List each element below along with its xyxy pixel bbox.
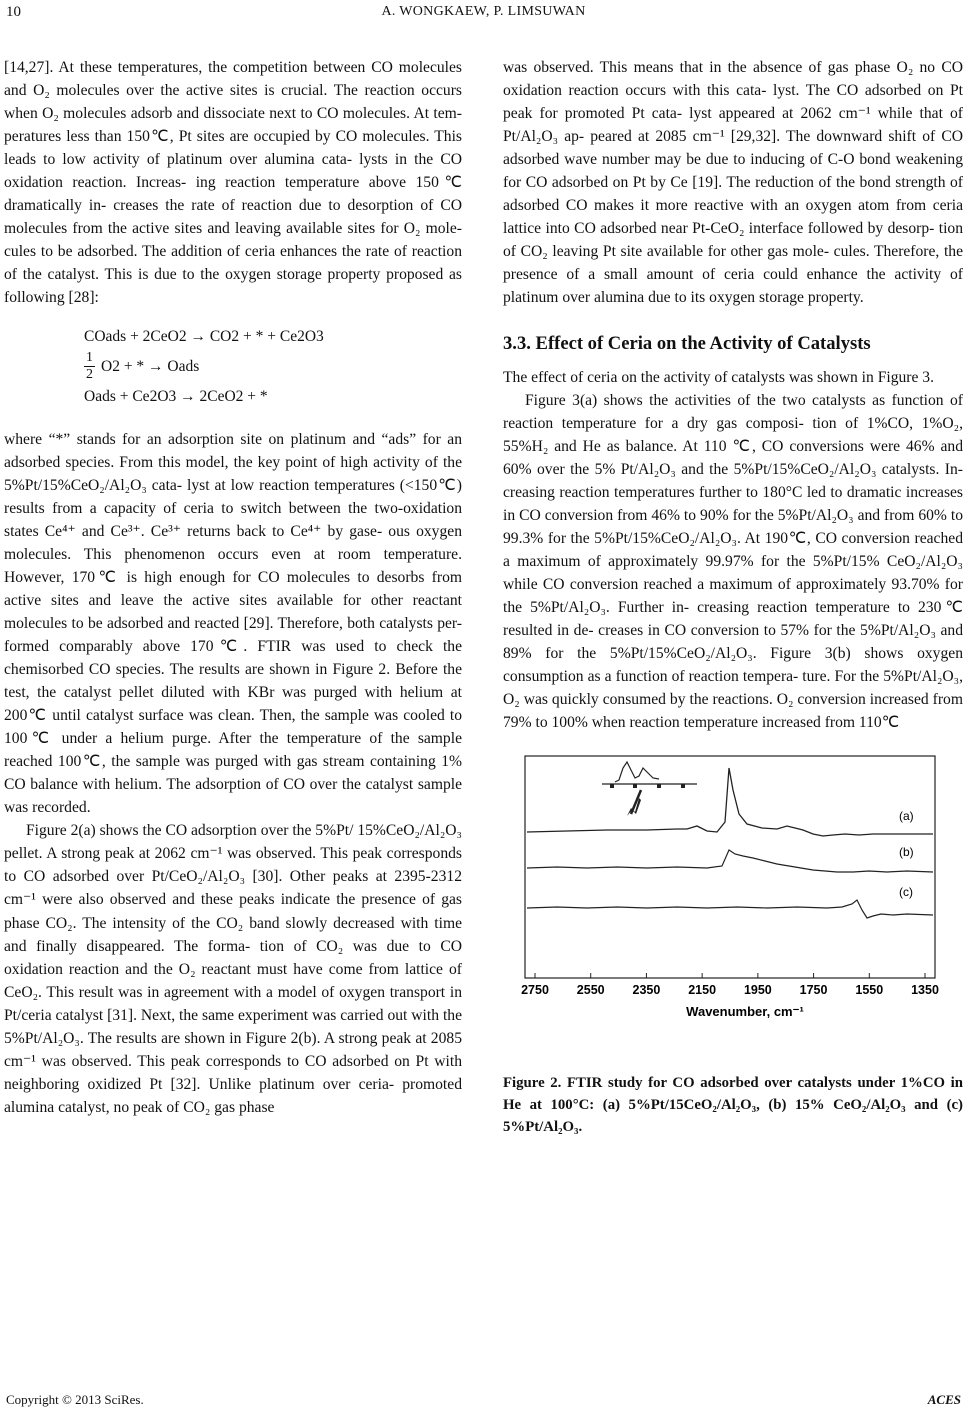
paragraph: The effect of ceria on the activity of catalysts was shown in Figure 3. [503, 368, 935, 386]
section-heading: 3.3. Effect of Ceria on the Activity of Catalysts [503, 332, 871, 354]
right-column [503, 56, 963, 1138]
running-head: A. WONGKAEW, P. LIMSUWAN [381, 4, 586, 19]
plot-frame [525, 756, 935, 978]
spectrum-curves [527, 768, 933, 918]
spectrum-curve-c [527, 900, 933, 918]
x-tick-label: 2550 [576, 983, 605, 998]
curve-label: (a) [899, 809, 914, 824]
x-tick-label: 2750 [521, 983, 549, 998]
page-number: 10 [6, 4, 21, 20]
ftir-spectrum-plot [507, 750, 947, 1024]
paragraph: Figure 3(a) shows the activities of the two catalysts as function of reaction temperature for a dry gas composi- tion of 1%CO, 1%O₂, 55%H₂ and He as balance. At 110 ℃, CO conversions were 46% and 60% over the 5% Pt/Al₂O₃ and the 5%Pt/15%CeO₂/Al₂O₃ catalysts. In- creasing reaction temperatures further to 180°C led to dramatic increases in CO conversion from 46% to 90% for the 5%Pt/Al₂O₃ and from 60% to 99.3% for the 5%Pt/15%CeO₂/Al₂O₃. At 190℃, CO conversion reached a maximum of approximately 99.97% for the 5%Pt/15% CeO₂/Al₂O₃ while CO conversion reached a maximum of approximately 93.70% for the 5%Pt/Al₂O₃. Further in- creasing reaction temperature to 230℃ resulted in de- creases in CO conversion to 57% for the 5%Pt/Al₂O₃ and 89% for the 5%Pt/15%CeO₂/Al₂O₃. Figure 3(b) shows oxygen consumption as a function of reaction tempera- ture. For the 5%Pt/Al₂O₃, O₂ was quickly consumed by the reactions. O₂ conversion increased from 79% to 100% when reaction temperature increased from 110℃ [503, 391, 963, 732]
spectrum-curve-a [527, 768, 933, 836]
inset-spectrum [602, 762, 697, 816]
inset-curve [615, 762, 659, 782]
paragraph: where “*” stands for an adsorption site on platinum and “ads” for an adsorbed species. From this model, the key point of high activity of the 5%Pt/15%CeO₂/Al₂O₃ cata- lyst at low reaction temperatures (<150℃) results from a capacity of ceria to switch between the two-oxidation states Ce⁴⁺ and Ce³⁺. Ce³⁺ returns back to Ce⁴⁺ by gase- ous oxygen molecules. This phenomenon occurs even at room temperature. However, 170℃ is high enough for CO molecules to desorbs from active sites and leave the active sites available for other reactant molecules to be adsorbed and reacted [29]. Therefore, both catalysts per- formed comparably above 170℃. FTIR was used to check the chemisorbed CO species. The results are shown in Figure 2. Before the test, the catalyst pellet diluted with KBr was purged with helium at 200℃ until catalyst surface was clean. Then, the sample was cooled to 100℃ under a helium purge. After the temperature of the sample reached 100℃, the sample was purged with gas stream containing 1% CO balance with helium. The adsorption of CO over the catalyst sample was recorded. [4, 430, 462, 817]
x-axis-ticks [521, 973, 939, 997]
equation-3: Oads + Ce2O3 → 2CeO2 + * [84, 387, 268, 405]
journal-name: ACES [927, 1392, 961, 1407]
paragraph: [14,27]. At these temperatures, the competition between CO molecules and O₂ molecules over the active sites is crucial. The reaction occurs when O₂ molecules adsorb and dissociate next to CO molecules. At tem- peratures less than 150℃, Pt sites are occupied by CO molecules. This leads to low activity of platinum over alumina cata- lysts in the CO oxidation reaction. Increas- ing reaction temperature above 150℃ dramatically in- creases the rate of reaction due to desorption of CO molecules from the active sites and leaving available sites for O₂ mole- cules to be adsorbed. The addition of ceria enhances the rate of reaction of the catalyst. This is due to the oxygen storage property proposed as following [28]: [4, 59, 462, 307]
x-tick-label: 2150 [688, 983, 717, 998]
figure-2 [507, 750, 947, 1024]
equation-2-body: O2 + * → Oads [101, 357, 200, 375]
equation-2 [84, 352, 462, 382]
fraction-denominator: 2 [86, 367, 93, 383]
spectrum-curve-b [527, 850, 933, 872]
paragraph: was observed. This means that in the absence of gas phase O₂ no CO oxidation reaction occurs with this cata- lyst. The CO adsorbed on Pt peak for promoted Pt cata- lyst appeared at 2062 cm⁻¹ while that of Pt/Al₂O₃ ap- peared at 2085 cm⁻¹ [29,32]. The downward shift of CO adsorbed wave number may be due to inducing of C-O bond weakening for CO adsorbed on Pt by Ce [19]. The reduction of the bond strength of adsorbed CO makes it more reactive with an oxygen atom from ceria lattice into CO adsorbed near Pt-CeO₂ interface followed by desorp- tion of CO₂ leaving Pt site available for other gas mole- cules. Therefore, the presence of a small amount of ceria could enhance the activity of platinum over alumina due to its oxygen storage property. [503, 59, 963, 307]
paragraph: Figure 2(a) shows the CO adsorption over the 5%Pt/ 15%CeO₂/Al₂O₃ pellet. A strong peak at 2062 cm⁻¹ was observed. This peak corresponds to CO adsorbed over Pt/CeO₂/Al₂O₃ [30]. Other peaks at 2395-2312 cm⁻¹ were also observed and these peaks indicate the presence of gas phase CO₂. The intensity of the CO₂ band slowly decreased with time and finally disappeared. The forma- tion of CO₂ was due to CO oxidation reaction and the O₂ reactant must have come from lattice of CeO₂. This result was in agreement with a model of oxygen transport in Pt/ceria catalyst [31]. Next, the same experiment was carried out with the 5%Pt/Al₂O₃. The results are shown in Figure 2(b). A strong peak at 2085 cm⁻¹ was observed. This peak corresponds to CO adsorbed on Pt with neighboring oxidized Pt [32]. Unlike platinum over ceria- promoted alumina catalyst, no peak of CO₂ gas phase [4, 822, 462, 1116]
x-tick-label: 2350 [632, 983, 661, 998]
x-tick-label: 1350 [911, 983, 939, 998]
fraction-numerator: 1 [86, 350, 93, 366]
x-tick-label: 1750 [799, 983, 828, 998]
x-tick-label: 1550 [855, 983, 884, 998]
x-axis-title: Wavenumber, cm⁻¹ [686, 1004, 804, 1020]
curve-labels [899, 809, 914, 899]
copyright-notice: Copyright © 2013 SciRes. [6, 1392, 144, 1407]
curve-label: (c) [899, 885, 913, 900]
left-column [4, 56, 462, 1119]
curve-label: (b) [899, 845, 914, 860]
one-half-fraction [84, 350, 95, 383]
equation-block [4, 322, 462, 412]
page-header [0, 0, 967, 30]
page-footer [0, 1392, 967, 1412]
equation-1: COads + 2CeO2 → CO2 + * + Ce2O3 [84, 327, 324, 345]
x-tick-label: 1950 [743, 983, 772, 998]
figure-caption: Figure 2. FTIR study for CO adsorbed over catalysts under 1%CO in He at 100°C: (a) 5%Pt/15CeO₂/Al₂O₃, (b) 15% CeO₂/Al₂O₃ and (c) 5%Pt/Al₂O₃. [503, 1075, 963, 1136]
